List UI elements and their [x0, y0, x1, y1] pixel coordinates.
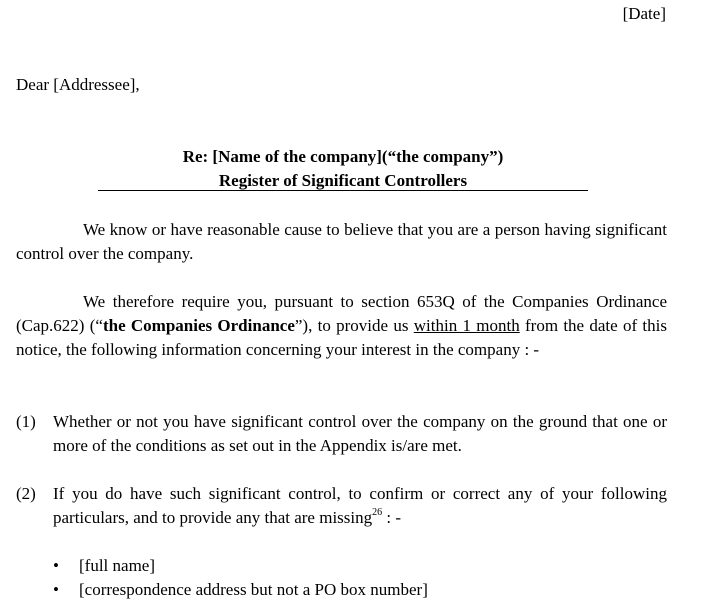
particulars-bullet-list: [53, 554, 428, 602]
paragraph-text: We know or have reasonable cause to believe that you are a person having significant control over the company.: [16, 220, 667, 263]
item-number: (1): [16, 412, 36, 431]
item-number: (2): [16, 484, 36, 503]
item-text: Whether or not you have significant control over the company on the ground that one or more of the conditions as set out in the Appendix is/are met.: [53, 412, 667, 455]
deadline-underlined: within 1 month: [413, 316, 520, 335]
subject-register-line: Register of Significant Controllers: [218, 171, 468, 190]
footnote-reference: 26: [372, 507, 383, 518]
requirement-text-3: from the date of this notice, the following information concerning your interest in the company : -: [16, 316, 667, 359]
ordinance-defined-term: the Companies Ordinance: [102, 316, 295, 335]
item-text: If you do have such significant control, to confirm or correct any of your following particulars, and to provide any that are missing: [53, 484, 667, 527]
paragraph-requirement: [16, 290, 667, 362]
subject-heading: [98, 145, 588, 193]
bullet-item: • [full name]: [53, 554, 428, 578]
requirement-text-1: We therefore require you, pursuant to section 653Q of the Companies Ordinance (Cap.622) (“: [16, 292, 667, 335]
item-suffix: : -: [382, 508, 402, 527]
salutation: Dear [Addressee],: [16, 75, 140, 94]
paragraph-significant-control: [16, 218, 667, 266]
bullet-item: • [correspondence address but not a PO box number]: [53, 578, 428, 602]
item-text-container: [53, 482, 667, 530]
requirement-text-2: ”), to provide us: [294, 316, 414, 335]
subject-underline: [98, 190, 588, 191]
subject-company-line: Re: [Name of the company](“the company”): [182, 147, 504, 166]
date-placeholder: [Date]: [622, 4, 666, 23]
